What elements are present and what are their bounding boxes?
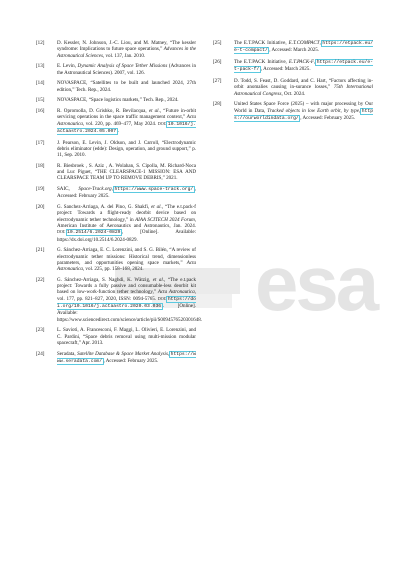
reference-entry xyxy=(36,163,196,182)
reference-text: AIAA SCITECH 2024 Forum xyxy=(133,216,195,223)
reference-link[interactable]: https://www.seradata.com/ xyxy=(57,351,196,364)
reference-text: D. Kessler, N. Johnson, J.-C. Liou, and M. Matney, “The kessler syndrome: Implications to future space operations,” xyxy=(57,40,196,53)
esa-watermark-logo: esa xyxy=(255,239,377,327)
reference-text: , xyxy=(358,107,361,114)
reference-text: doi: xyxy=(57,229,66,236)
reference-text: , xyxy=(313,58,316,65)
reference-text: doi: xyxy=(156,295,167,302)
reference-number: [19] xyxy=(36,186,45,193)
reference-link[interactable]: https://doi.org/10.1016/j.actaastro.2020.03.036 xyxy=(57,296,196,309)
reference-entry xyxy=(213,101,373,122)
reference-text: , xyxy=(111,186,113,193)
reference-text: E. Levin, xyxy=(57,63,76,70)
reference-text: et al. xyxy=(149,204,162,211)
reference-number: [20] xyxy=(36,204,45,211)
reference-text: Seradata, xyxy=(57,350,76,357)
reference-text: , Accessed: February 2025. xyxy=(300,114,356,121)
reference-text: et al. xyxy=(150,276,165,283)
reference-entry xyxy=(36,186,196,200)
reference-text: , Accessed: March 2025. xyxy=(260,66,311,73)
reference-entry xyxy=(213,40,373,55)
reference-text: , Oct. 2024. xyxy=(281,90,306,97)
reference-column-right xyxy=(213,40,373,127)
reference-text: , American Institute of Aeronautics and Astronautics, Jan. 2024. xyxy=(57,216,197,229)
reference-link[interactable]: https://ourworldindata.org/ xyxy=(234,108,374,121)
reference-text: Acta Astronautica xyxy=(156,289,195,296)
reference-entry xyxy=(36,97,196,103)
reference-number: [22] xyxy=(36,276,45,283)
reference-text: G. Sánchez-Arriaga, E. C. Lorenzini, and S. G. Bilén, “A review of electrodynamic tether missions: Historical trend, dimensionless parameters, and opportunities opening space markets,” xyxy=(57,247,196,266)
reference-entry xyxy=(36,351,196,366)
reference-text: Space-Track.org xyxy=(69,186,112,193)
reference-text: Tracked objects in low Earth orbit, by type xyxy=(265,107,359,114)
reference-text: , [Online]. Available: https://dx.doi.org/10.2514/6.2024-0829. xyxy=(57,229,196,243)
reference-entry xyxy=(36,276,203,323)
reference-text: , xyxy=(167,350,170,357)
reference-number: [21] xyxy=(36,247,45,254)
reference-text: , vol. 177, pp. 821–827, 2020, ISSN: 0094-5765. xyxy=(57,289,197,302)
reference-text: , xyxy=(319,40,321,46)
reference-entry xyxy=(36,108,196,135)
reference-text: Satellite Database & Space Market Analysis xyxy=(75,350,168,357)
reference-text: , Accessed: February 2025. xyxy=(57,186,196,200)
reference-text: The E.T.PACK Initiative, xyxy=(234,58,287,65)
reference-text: , “The e.t.pack-f project: Towards a flight-ready deorbit device based on electrodynamic tether technology,” in xyxy=(57,204,196,223)
reference-text: L. Saviotì, A. Francesconi, F. Maggi, L. Olivieri, E. Lorenzini, and C. Pardini, “Space debris removal using multi-mission modular spacecraft,” Apr. 2013. xyxy=(57,327,196,346)
reference-text: D. Todd, S. Feast, D. Goddard, and C. Hart, “Factors affecting in-orbit anomalies causing in-surance losses,” xyxy=(234,77,373,91)
reference-number: [12] xyxy=(36,40,45,46)
reference-text: , “Future in-orbit servicing operations in the space traffic management context,” xyxy=(57,107,197,121)
reference-text: (Advances in the Astronautical Sciences). 2007, vol. 126. xyxy=(57,63,197,76)
reference-text: E.T.PACK-F xyxy=(286,58,314,65)
reference-text: G. Sánchez-Arriaga, S. Naghdi, K. Wätzig, xyxy=(57,276,151,283)
reference-text: NOVASPACE, “Satellites to be built and launched 2024, 27th edition,” Tech. Rep., 2024. xyxy=(57,80,196,93)
reference-text: Acta Astronautica xyxy=(57,259,196,273)
reference-link[interactable]: 10.1016/j.actaastro.2024.05.007 xyxy=(57,121,197,134)
reference-text: United States Space Force (2025) – with major processing by Our World in Data, xyxy=(234,101,373,114)
reference-text: , Accessed: March 2025. xyxy=(269,47,320,54)
reference-text: et al. xyxy=(146,107,160,114)
reference-text: Advances in the Astronautical Sciences xyxy=(57,46,196,59)
reference-number: [25] xyxy=(213,40,222,46)
reference-number: [18] xyxy=(36,162,45,169)
reference-number: [17] xyxy=(36,139,45,146)
reference-entry xyxy=(213,78,373,97)
reference-text: E.T.COMPACT xyxy=(286,40,320,46)
reference-link[interactable]: https://etpack.eu/e-t-compact/ xyxy=(234,41,374,54)
reference-text: , vol. 220, pp. 469–477, May 2024. xyxy=(82,120,157,127)
reference-text: , “The e.t.pack project: Towards a fully passive and consumable-less deorbit kit based on low-work-function tether technology,” xyxy=(57,276,196,296)
reference-text: Dynamic Analysis of Space Tether Missions xyxy=(75,63,168,70)
reference-link[interactable]: https://www.space-track.org/ xyxy=(114,187,194,193)
reference-entry xyxy=(213,59,373,74)
reference-text: . [Online]. Available: https://www.sciencedirect.com/science/article/pii/S0094576520301648. xyxy=(57,303,203,323)
reference-text: The E.T.PACK Initiative, xyxy=(234,40,287,46)
reference-number: [27] xyxy=(213,77,222,84)
reference-text: . xyxy=(117,127,119,134)
reference-entry xyxy=(36,63,196,76)
reference-text: , vol. 137, Jan. 2010. xyxy=(102,52,146,59)
reference-number: [16] xyxy=(36,107,45,114)
reference-text: NOVASPACE, “Space logistics markets,” Tech. Rep., 2024. xyxy=(57,97,179,104)
reference-link[interactable]: 10.2514/6.2024-0829 xyxy=(67,230,121,236)
reference-number: [15] xyxy=(36,97,45,104)
reference-number: [26] xyxy=(213,58,222,65)
reference-column-left xyxy=(36,40,203,370)
reference-number: [28] xyxy=(213,101,222,108)
reference-entry xyxy=(36,247,196,272)
reference-text: Acta Astronautica xyxy=(57,114,197,127)
reference-text: , vol. 225, pp. 158–168, 2024. xyxy=(82,266,144,273)
reference-entry xyxy=(36,80,196,93)
reference-text: , Accessed: February 2025. xyxy=(103,357,159,364)
reference-number: [24] xyxy=(36,350,45,357)
reference-link[interactable]: https://etpack.eu/e-t-pack-f/ xyxy=(234,59,373,73)
reference-entry xyxy=(36,140,196,159)
reference-text: 75th International Astronautical Congress xyxy=(234,84,373,97)
reference-text: SAIC, xyxy=(57,186,70,193)
reference-text: G. Sanchez-Arriaga, A. del Pino, G. Shakfi, xyxy=(57,204,150,211)
reference-entry xyxy=(36,40,196,59)
reference-number: [13] xyxy=(36,63,45,70)
reference-text: doi: xyxy=(156,120,167,127)
reference-number: [14] xyxy=(36,80,45,87)
reference-text: R. Biesbroek , S. Aziz , A. Wolahan, S. Cipolla, M. Richard-Noca and Luc Piguet, “THE CLEARSPACE-1 MISSION: ESA AND CLEARSPACE TEAM UP TO REMOVE DEBRIS,” 2021. xyxy=(57,162,196,182)
reference-text: R. Opromolla, D. Grishko, R. Bevilacqua, xyxy=(57,107,147,114)
reference-entry xyxy=(36,327,196,346)
reference-number: [23] xyxy=(36,327,45,334)
reference-entry xyxy=(36,204,196,243)
reference-text: J. Pearson, E. Levin, J. Oldson, and J. Carroll, “Electrodynamic debris eliminator (edde): Design, operation, and ground support,” p. 11, Sep. 2010. xyxy=(57,139,196,159)
